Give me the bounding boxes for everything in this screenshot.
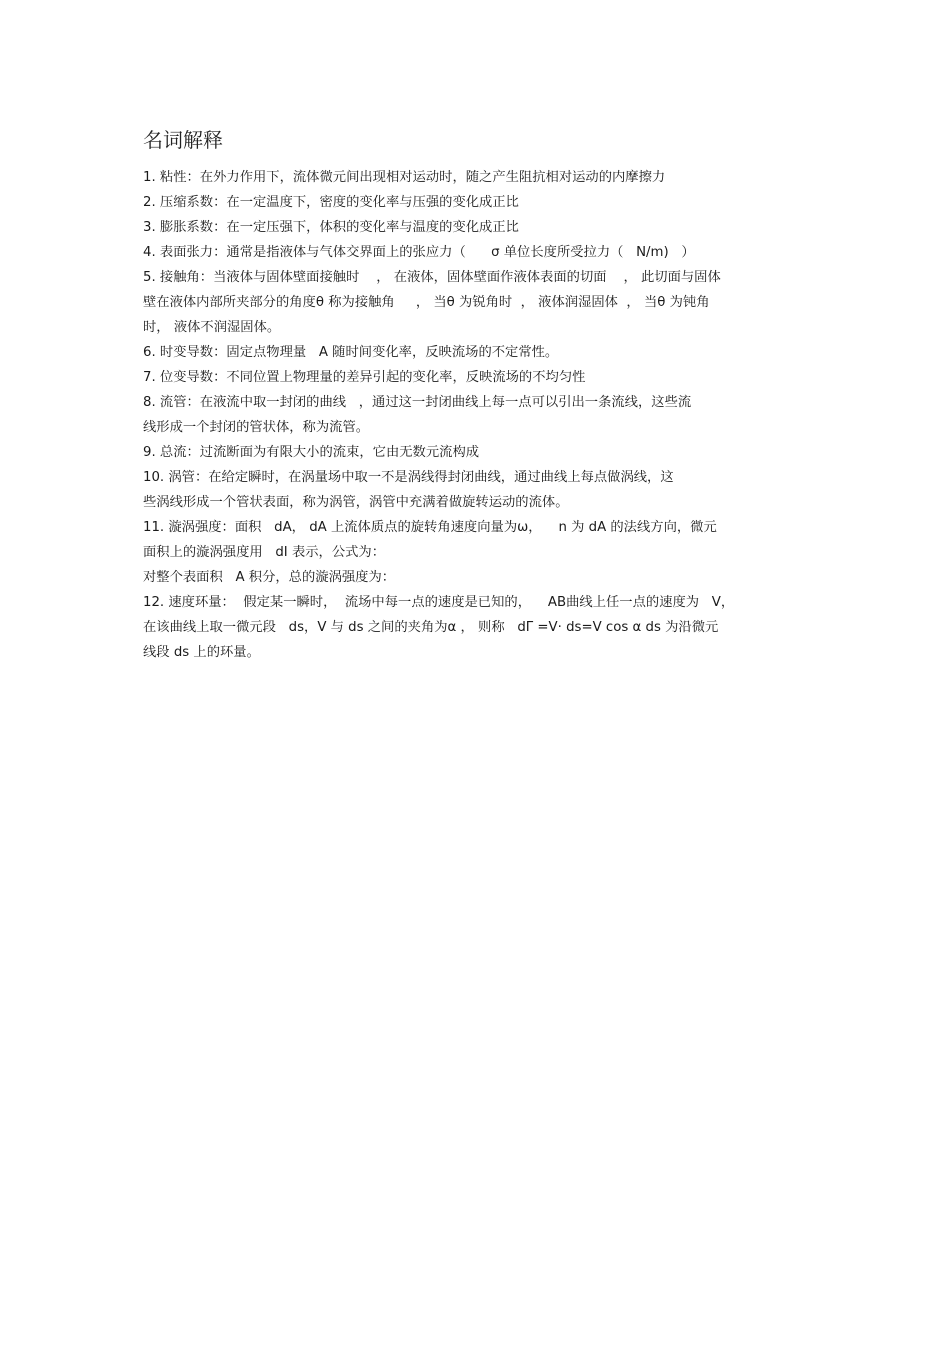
definition-line: 壁在液体内部所夹部分的角度θ 称为接触角 ， 当θ 为锐角时 ， 液体润湿固体 ， 当θ 为钝角: [143, 295, 710, 310]
definition-line: 时， 液体不润湿固体。: [143, 320, 281, 335]
definition-line: 线段 ds 上的环量。: [143, 645, 260, 660]
definition-line: 面积上的漩涡强度用 dI 表示，公式为：: [143, 545, 386, 560]
definition-line: 4. 表面张力：通常是指液体与气体交界面上的张应力（ σ 单位长度所受拉力（ N/m) ）: [143, 245, 695, 260]
definition-line: 2. 压缩系数：在一定温度下，密度的变化率与压强的变化成正比: [143, 195, 519, 210]
definition-line: 6. 时变导数：固定点物理量 A 随时间变化率，反映流场的不定常性。: [143, 345, 559, 360]
section-title: 名词解释: [143, 128, 223, 152]
definition-line: 10. 涡管：在给定瞬时，在涡量场中取一不是涡线得封闭曲线，通过曲线上每点做涡线，这: [143, 470, 674, 485]
definition-line: 3. 膨胀系数：在一定压强下，体积的变化率与温度的变化成正比: [143, 220, 519, 235]
definition-line: 8. 流管：在液流中取一封闭的曲线 ，通过这一封闭曲线上每一点可以引出一条流线，这些流: [143, 395, 692, 410]
definition-line: 在该曲线上取一微元段 ds，V 与 ds 之间的夹角为α ， 则称 dΓ =V· ds=V cos α ds 为沿微元: [143, 620, 719, 635]
definition-line: 些涡线形成一个管状表面，称为涡管，涡管中充满着做旋转运动的流体。: [143, 495, 569, 510]
definition-line: 12. 速度环量： 假定某一瞬时， 流场中每一点的速度是已知的， AB曲线上任一点的速度为 V，: [143, 595, 735, 610]
definition-line: 线形成一个封闭的管状体，称为流管。: [143, 420, 370, 435]
definition-line: 1. 粘性：在外力作用下，流体微元间出现相对运动时，随之产生阻抗相对运动的内摩擦力: [143, 170, 666, 185]
definition-line: 9. 总流：过流断面为有限大小的流束，它由无数元流构成: [143, 445, 480, 460]
definition-line: 7. 位变导数：不同位置上物理量的差异引起的变化率，反映流场的不均匀性: [143, 370, 586, 385]
definition-line: 11. 漩涡强度：面积 dA， dA 上流体质点的旋转角速度向量为ω， n 为 dA 的法线方向，微元: [143, 520, 717, 535]
definition-line: 5. 接触角：当液体与固体壁面接触时 ， 在液体，固体壁面作液体表面的切面 ， 此切面与固体: [143, 270, 721, 285]
definition-line: 对整个表面积 A 积分，总的漩涡强度为：: [143, 570, 396, 585]
